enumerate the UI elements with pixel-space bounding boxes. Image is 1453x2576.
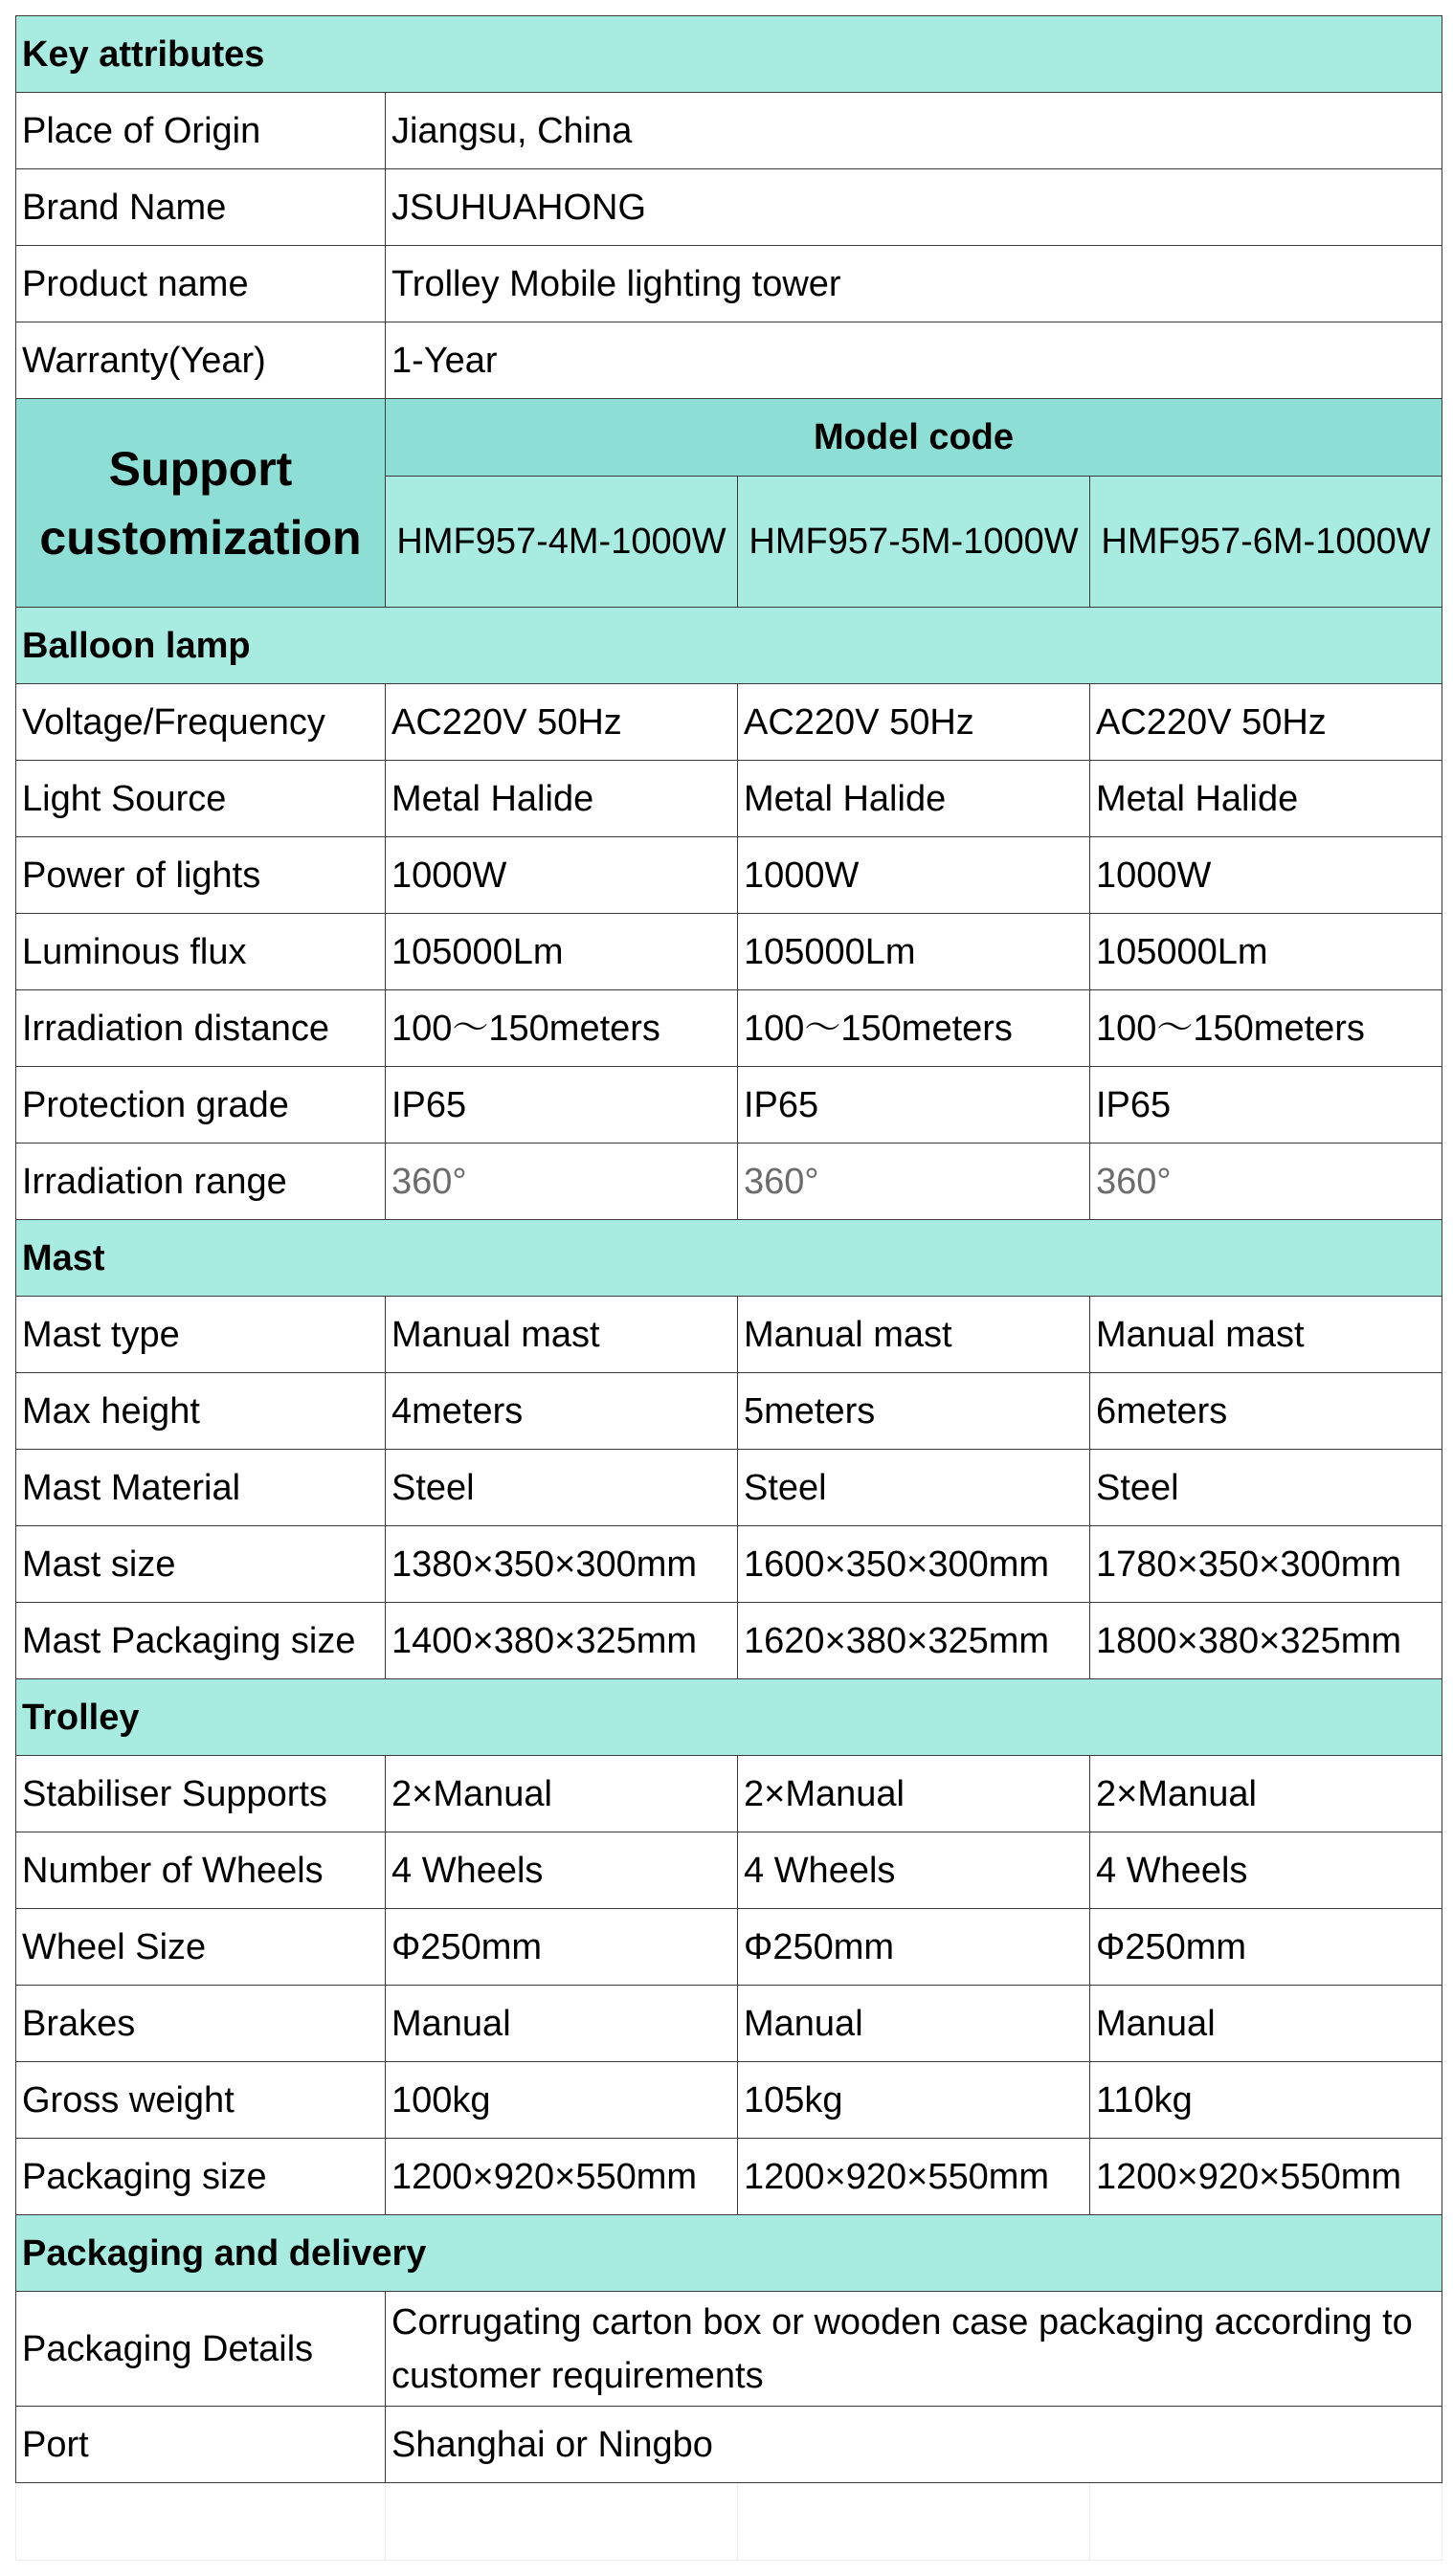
section-title: Balloon lamp	[16, 608, 1442, 684]
spec-label: Light Source	[16, 761, 386, 837]
spec-label: Number of Wheels	[16, 1832, 386, 1909]
spec-value: 1400×380×325mm	[386, 1603, 738, 1679]
spec-table	[15, 15, 1442, 2561]
spec-value: Manual	[738, 1986, 1090, 2062]
spec-value: IP65	[386, 1067, 738, 1144]
model-code-header-row	[16, 399, 1442, 477]
spec-value: Steel	[738, 1450, 1090, 1526]
spec-value: 1000W	[1090, 837, 1442, 914]
table-row	[16, 1603, 1442, 1679]
spec-value: 1800×380×325mm	[1090, 1603, 1442, 1679]
table-row	[16, 761, 1442, 837]
spec-value: 100～150meters	[1090, 990, 1442, 1067]
section-packaging-delivery	[16, 2215, 1442, 2292]
spec-value: 1200×920×550mm	[1090, 2139, 1442, 2215]
spec-value: 105kg	[738, 2062, 1090, 2139]
spec-value: IP65	[1090, 1067, 1442, 1144]
spec-value: 360°	[738, 1144, 1090, 1220]
spec-value: 100～150meters	[738, 990, 1090, 1067]
spec-label: Mast size	[16, 1526, 386, 1603]
model-name-5m: HMF957-5M-1000W	[738, 477, 1090, 608]
spec-value: Metal Halide	[1090, 761, 1442, 837]
table-row	[16, 837, 1442, 914]
spec-value: 110kg	[1090, 2062, 1442, 2139]
spec-label: Mast type	[16, 1297, 386, 1373]
spec-value: 105000Lm	[386, 914, 738, 990]
table-row	[16, 1986, 1442, 2062]
table-row	[16, 1450, 1442, 1526]
spec-label: Voltage/Frequency	[16, 684, 386, 761]
spec-value: Metal Halide	[386, 761, 738, 837]
spec-value: 360°	[1090, 1144, 1442, 1220]
spec-sheet	[15, 15, 1442, 2570]
attribute-label: Packaging Details	[16, 2292, 386, 2407]
spec-value: 1620×380×325mm	[738, 1603, 1090, 1679]
spec-value: 1200×920×550mm	[738, 2139, 1090, 2215]
spec-value: IP65	[738, 1067, 1090, 1144]
spec-value: AC220V 50Hz	[386, 684, 738, 761]
table-row	[16, 914, 1442, 990]
spec-value: 105000Lm	[738, 914, 1090, 990]
spec-value: 100kg	[386, 2062, 738, 2139]
table-row	[16, 684, 1442, 761]
spec-value: 105000Lm	[1090, 914, 1442, 990]
spec-value: 6meters	[1090, 1373, 1442, 1450]
attribute-value: Jiangsu, China	[386, 93, 1442, 169]
attribute-value: Shanghai or Ningbo	[386, 2407, 1442, 2483]
empty-row	[16, 2483, 1442, 2561]
table-row	[16, 990, 1442, 1067]
support-customization-label: Support customization	[16, 399, 386, 608]
attribute-value: JSUHUAHONG	[386, 169, 1442, 246]
table-row	[16, 322, 1442, 399]
table-row	[16, 1832, 1442, 1909]
table-row	[16, 1144, 1442, 1220]
spec-value: 1200×920×550mm	[386, 2139, 738, 2215]
table-row	[16, 93, 1442, 169]
model-name-4m: HMF957-4M-1000W	[386, 477, 738, 608]
table-row	[16, 246, 1442, 322]
spec-value: 360°	[386, 1144, 738, 1220]
section-trolley	[16, 1679, 1442, 1756]
section-title: Key attributes	[16, 16, 1442, 93]
table-row	[16, 1067, 1442, 1144]
spec-value: Metal Halide	[738, 761, 1090, 837]
spec-label: Irradiation range	[16, 1144, 386, 1220]
spec-label: Protection grade	[16, 1067, 386, 1144]
spec-label: Packaging size	[16, 2139, 386, 2215]
spec-value: Φ250mm	[1090, 1909, 1442, 1986]
spec-value: Manual	[1090, 1986, 1442, 2062]
spec-label: Max height	[16, 1373, 386, 1450]
spec-value: 1380×350×300mm	[386, 1526, 738, 1603]
spec-value: Manual	[386, 1986, 738, 2062]
section-title: Mast	[16, 1220, 1442, 1297]
spec-value: Manual mast	[386, 1297, 738, 1373]
spec-value: 100～150meters	[386, 990, 738, 1067]
empty-cell	[16, 2483, 386, 2561]
spec-label: Luminous flux	[16, 914, 386, 990]
spec-value: 4 Wheels	[1090, 1832, 1442, 1909]
spec-value: 4 Wheels	[738, 1832, 1090, 1909]
spec-value: 4meters	[386, 1373, 738, 1450]
section-title: Packaging and delivery	[16, 2215, 1442, 2292]
attribute-label: Product name	[16, 246, 386, 322]
spec-label: Brakes	[16, 1986, 386, 2062]
spec-value: Φ250mm	[738, 1909, 1090, 1986]
model-code-label: Model code	[386, 399, 1442, 477]
section-title: Trolley	[16, 1679, 1442, 1756]
attribute-label: Place of Origin	[16, 93, 386, 169]
spec-label: Power of lights	[16, 837, 386, 914]
spec-value: 1780×350×300mm	[1090, 1526, 1442, 1603]
table-row	[16, 2407, 1442, 2483]
spec-label: Mast Packaging size	[16, 1603, 386, 1679]
attribute-label: Port	[16, 2407, 386, 2483]
spec-value: Steel	[1090, 1450, 1442, 1526]
model-name-6m: HMF957-6M-1000W	[1090, 477, 1442, 608]
table-row	[16, 1373, 1442, 1450]
spec-value: 5meters	[738, 1373, 1090, 1450]
spec-value: AC220V 50Hz	[738, 684, 1090, 761]
spec-value: 2×Manual	[1090, 1756, 1442, 1832]
spec-value: 1000W	[386, 837, 738, 914]
table-row	[16, 1526, 1442, 1603]
section-key-attributes	[16, 16, 1442, 93]
empty-cell	[738, 2483, 1090, 2561]
spec-value: Manual mast	[1090, 1297, 1442, 1373]
spec-value: Φ250mm	[386, 1909, 738, 1986]
spec-value: 1600×350×300mm	[738, 1526, 1090, 1603]
attribute-value: Corrugating carton box or wooden case packaging according to customer requirements	[386, 2292, 1442, 2407]
empty-cell	[386, 2483, 738, 2561]
spec-label: Irradiation distance	[16, 990, 386, 1067]
section-balloon-lamp	[16, 608, 1442, 684]
attribute-value: Trolley Mobile lighting tower	[386, 246, 1442, 322]
attribute-label: Brand Name	[16, 169, 386, 246]
spec-label: Stabiliser Supports	[16, 1756, 386, 1832]
spec-value: 2×Manual	[738, 1756, 1090, 1832]
attribute-label: Warranty(Year)	[16, 322, 386, 399]
table-row	[16, 1756, 1442, 1832]
table-row	[16, 169, 1442, 246]
spec-value: AC220V 50Hz	[1090, 684, 1442, 761]
table-row	[16, 2062, 1442, 2139]
spec-value: 4 Wheels	[386, 1832, 738, 1909]
section-mast	[16, 1220, 1442, 1297]
spec-value: Steel	[386, 1450, 738, 1526]
table-row	[16, 1909, 1442, 1986]
empty-cell	[1090, 2483, 1442, 2561]
spec-label: Gross weight	[16, 2062, 386, 2139]
table-row	[16, 2139, 1442, 2215]
spec-value: 1000W	[738, 837, 1090, 914]
spec-label: Mast Material	[16, 1450, 386, 1526]
table-row	[16, 2292, 1442, 2407]
spec-value: 2×Manual	[386, 1756, 738, 1832]
attribute-value: 1-Year	[386, 322, 1442, 399]
table-row	[16, 1297, 1442, 1373]
spec-value: Manual mast	[738, 1297, 1090, 1373]
spec-label: Wheel Size	[16, 1909, 386, 1986]
